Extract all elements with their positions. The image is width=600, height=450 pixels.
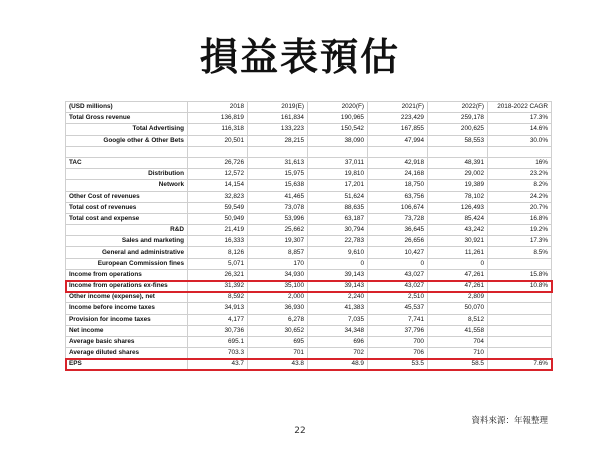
row-value: 41,383: [308, 303, 368, 314]
row-value: 15.8%: [488, 269, 552, 280]
table-row: [66, 325, 552, 336]
row-value: 11,261: [428, 247, 488, 258]
row-value: 170: [248, 258, 308, 269]
row-value: 116,318: [188, 124, 248, 135]
row-value: 88,635: [308, 202, 368, 213]
row-value: 190,965: [308, 113, 368, 124]
row-value: 47,994: [368, 135, 428, 146]
row-value: [428, 146, 488, 157]
table-row: [66, 169, 552, 180]
row-value: 2,809: [428, 292, 488, 303]
row-value: 16.8%: [488, 213, 552, 224]
row-value: 51,624: [308, 191, 368, 202]
table-row: [66, 281, 552, 292]
header-cell: 2020(F): [308, 102, 368, 113]
income-statement-table-wrap: [65, 101, 551, 371]
row-value: 703.3: [188, 348, 248, 359]
row-value: 43,027: [368, 281, 428, 292]
table-row: [66, 135, 552, 146]
page-number: 22: [294, 426, 306, 436]
table-row: [66, 191, 552, 202]
row-label: Total Advertising: [66, 124, 188, 135]
row-value: 0: [308, 258, 368, 269]
header-cell: 2022(F): [428, 102, 488, 113]
row-value: 8.2%: [488, 180, 552, 191]
row-value: 36,645: [368, 225, 428, 236]
row-value: 41,558: [428, 325, 488, 336]
header-cell: 2018-2022 CAGR: [488, 102, 552, 113]
row-value: 53.5: [368, 359, 428, 370]
table-row: [66, 236, 552, 247]
row-value: 43,242: [428, 225, 488, 236]
row-value: 8,857: [248, 247, 308, 258]
table-row: [66, 258, 552, 269]
row-value: [248, 146, 308, 157]
row-value: 48,391: [428, 157, 488, 168]
row-value: 8,126: [188, 247, 248, 258]
row-value: 47,261: [428, 269, 488, 280]
table-row: [66, 269, 552, 280]
row-value: 39,143: [308, 269, 368, 280]
table-row: [66, 180, 552, 191]
source-note: 資料來源：年報整理: [471, 416, 548, 426]
table-row: [66, 336, 552, 347]
row-label: Income from operations: [66, 269, 188, 280]
row-value: 19,307: [248, 236, 308, 247]
row-value: 78,102: [428, 191, 488, 202]
row-value: 58,553: [428, 135, 488, 146]
income-statement-table: [65, 101, 552, 371]
row-value: 30.0%: [488, 135, 552, 146]
row-value: 73,728: [368, 213, 428, 224]
row-value: 63,187: [308, 213, 368, 224]
row-label: European Commission fines: [66, 258, 188, 269]
row-value: 12,572: [188, 169, 248, 180]
row-label: Income before income taxes: [66, 303, 188, 314]
row-value: 30,921: [428, 236, 488, 247]
row-value: [488, 292, 552, 303]
table-row: [66, 348, 552, 359]
row-value: 150,542: [308, 124, 368, 135]
row-value: [488, 314, 552, 325]
table-row: [66, 303, 552, 314]
row-value: 42,918: [368, 157, 428, 168]
row-value: 43,027: [368, 269, 428, 280]
row-value: 106,674: [368, 202, 428, 213]
row-value: 45,537: [368, 303, 428, 314]
row-value: 7,035: [308, 314, 368, 325]
row-value: [488, 325, 552, 336]
header-cell: 2019(E): [248, 102, 308, 113]
row-value: 58.5: [428, 359, 488, 370]
row-value: [488, 348, 552, 359]
row-value: 695: [248, 336, 308, 347]
row-value: 10.8%: [488, 281, 552, 292]
row-value: 53,996: [248, 213, 308, 224]
row-value: 31,392: [188, 281, 248, 292]
row-label: Net income: [66, 325, 188, 336]
row-value: 20,501: [188, 135, 248, 146]
row-label: Sales and marketing: [66, 236, 188, 247]
table-row: [66, 225, 552, 236]
table-row: [66, 124, 552, 135]
row-value: 14,154: [188, 180, 248, 191]
row-label: EPS: [66, 359, 188, 370]
row-value: 4,177: [188, 314, 248, 325]
row-value: 29,002: [428, 169, 488, 180]
row-label: R&D: [66, 225, 188, 236]
row-value: 200,625: [428, 124, 488, 135]
row-value: 37,796: [368, 325, 428, 336]
slide-title: 損益表預估: [199, 35, 400, 79]
row-value: 0: [368, 258, 428, 269]
row-value: 34,348: [308, 325, 368, 336]
row-value: 32,823: [188, 191, 248, 202]
row-label: General and administrative: [66, 247, 188, 258]
row-label: Total cost and expense: [66, 213, 188, 224]
row-value: 161,834: [248, 113, 308, 124]
row-value: 19,810: [308, 169, 368, 180]
row-value: 39,143: [308, 281, 368, 292]
table-row: [66, 314, 552, 325]
row-value: 9,610: [308, 247, 368, 258]
row-value: 2,240: [308, 292, 368, 303]
row-value: 2,000: [248, 292, 308, 303]
row-value: 16,333: [188, 236, 248, 247]
row-value: 17.3%: [488, 113, 552, 124]
table-header-row: [66, 102, 552, 113]
row-value: 15,975: [248, 169, 308, 180]
row-label: Distribution: [66, 169, 188, 180]
row-label: Income from operations ex-fines: [66, 281, 188, 292]
table-row: [66, 113, 552, 124]
row-value: 25,662: [248, 225, 308, 236]
row-value: 8,512: [428, 314, 488, 325]
row-value: 24,168: [368, 169, 428, 180]
row-value: 24.2%: [488, 191, 552, 202]
row-value: 7,741: [368, 314, 428, 325]
header-cell: 2018: [188, 102, 248, 113]
header-cell: 2021(F): [368, 102, 428, 113]
table-row: [66, 359, 552, 370]
row-value: 38,090: [308, 135, 368, 146]
row-value: 41,465: [248, 191, 308, 202]
row-value: 167,855: [368, 124, 428, 135]
row-value: [368, 146, 428, 157]
row-label: Google other & Other Bets: [66, 135, 188, 146]
row-value: 47,261: [428, 281, 488, 292]
row-label: Average basic shares: [66, 336, 188, 347]
row-value: 700: [368, 336, 428, 347]
table-body: [66, 113, 552, 370]
row-label: Average diluted shares: [66, 348, 188, 359]
row-value: 37,011: [308, 157, 368, 168]
row-value: 43.7: [188, 359, 248, 370]
row-value: 10,427: [368, 247, 428, 258]
row-value: [488, 303, 552, 314]
row-value: 259,178: [428, 113, 488, 124]
row-value: 30,736: [188, 325, 248, 336]
row-value: 8.5%: [488, 247, 552, 258]
row-value: [188, 146, 248, 157]
row-value: 706: [368, 348, 428, 359]
row-value: 26,656: [368, 236, 428, 247]
row-value: 223,429: [368, 113, 428, 124]
row-value: 34,930: [248, 269, 308, 280]
row-value: [488, 258, 552, 269]
row-value: 710: [428, 348, 488, 359]
row-value: 30,794: [308, 225, 368, 236]
row-label: [66, 146, 188, 157]
row-value: 43.8: [248, 359, 308, 370]
table-row: [66, 146, 552, 157]
row-value: 30,652: [248, 325, 308, 336]
row-value: 22,783: [308, 236, 368, 247]
header-cell: (USD millions): [66, 102, 188, 113]
row-value: 695.1: [188, 336, 248, 347]
row-value: 17.3%: [488, 236, 552, 247]
row-value: 85,424: [428, 213, 488, 224]
row-label: Other Cost of revenues: [66, 191, 188, 202]
row-value: 696: [308, 336, 368, 347]
row-value: 18,750: [368, 180, 428, 191]
row-value: 26,321: [188, 269, 248, 280]
row-label: TAC: [66, 157, 188, 168]
row-value: [488, 336, 552, 347]
row-value: 17,201: [308, 180, 368, 191]
row-value: 50,070: [428, 303, 488, 314]
row-value: 133,223: [248, 124, 308, 135]
row-value: [308, 146, 368, 157]
row-value: [488, 146, 552, 157]
row-value: 19.2%: [488, 225, 552, 236]
row-value: 63,756: [368, 191, 428, 202]
row-value: 7.6%: [488, 359, 552, 370]
row-label: Other income (expense), net: [66, 292, 188, 303]
row-label: Provision for income taxes: [66, 314, 188, 325]
row-value: 6,278: [248, 314, 308, 325]
row-value: 73,078: [248, 202, 308, 213]
row-value: 35,100: [248, 281, 308, 292]
row-value: 704: [428, 336, 488, 347]
table-row: [66, 157, 552, 168]
row-value: 21,419: [188, 225, 248, 236]
row-value: 50,949: [188, 213, 248, 224]
table-row: [66, 202, 552, 213]
row-label: Network: [66, 180, 188, 191]
row-value: 48.9: [308, 359, 368, 370]
row-value: 15,638: [248, 180, 308, 191]
row-value: 28,215: [248, 135, 308, 146]
row-value: 59,549: [188, 202, 248, 213]
table-row: [66, 213, 552, 224]
row-value: 5,071: [188, 258, 248, 269]
row-value: 34,913: [188, 303, 248, 314]
row-value: 20.7%: [488, 202, 552, 213]
row-value: 136,819: [188, 113, 248, 124]
row-value: 2,510: [368, 292, 428, 303]
table-row: [66, 247, 552, 258]
table-row: [66, 292, 552, 303]
row-value: 126,493: [428, 202, 488, 213]
row-value: 702: [308, 348, 368, 359]
row-value: 31,613: [248, 157, 308, 168]
row-value: 14.6%: [488, 124, 552, 135]
row-value: 701: [248, 348, 308, 359]
row-value: 0: [428, 258, 488, 269]
row-label: Total Gross revenue: [66, 113, 188, 124]
row-label: Total cost of revenues: [66, 202, 188, 213]
row-value: 16%: [488, 157, 552, 168]
row-value: 36,930: [248, 303, 308, 314]
row-value: 8,592: [188, 292, 248, 303]
row-value: 19,389: [428, 180, 488, 191]
row-value: 26,726: [188, 157, 248, 168]
row-value: 23.2%: [488, 169, 552, 180]
